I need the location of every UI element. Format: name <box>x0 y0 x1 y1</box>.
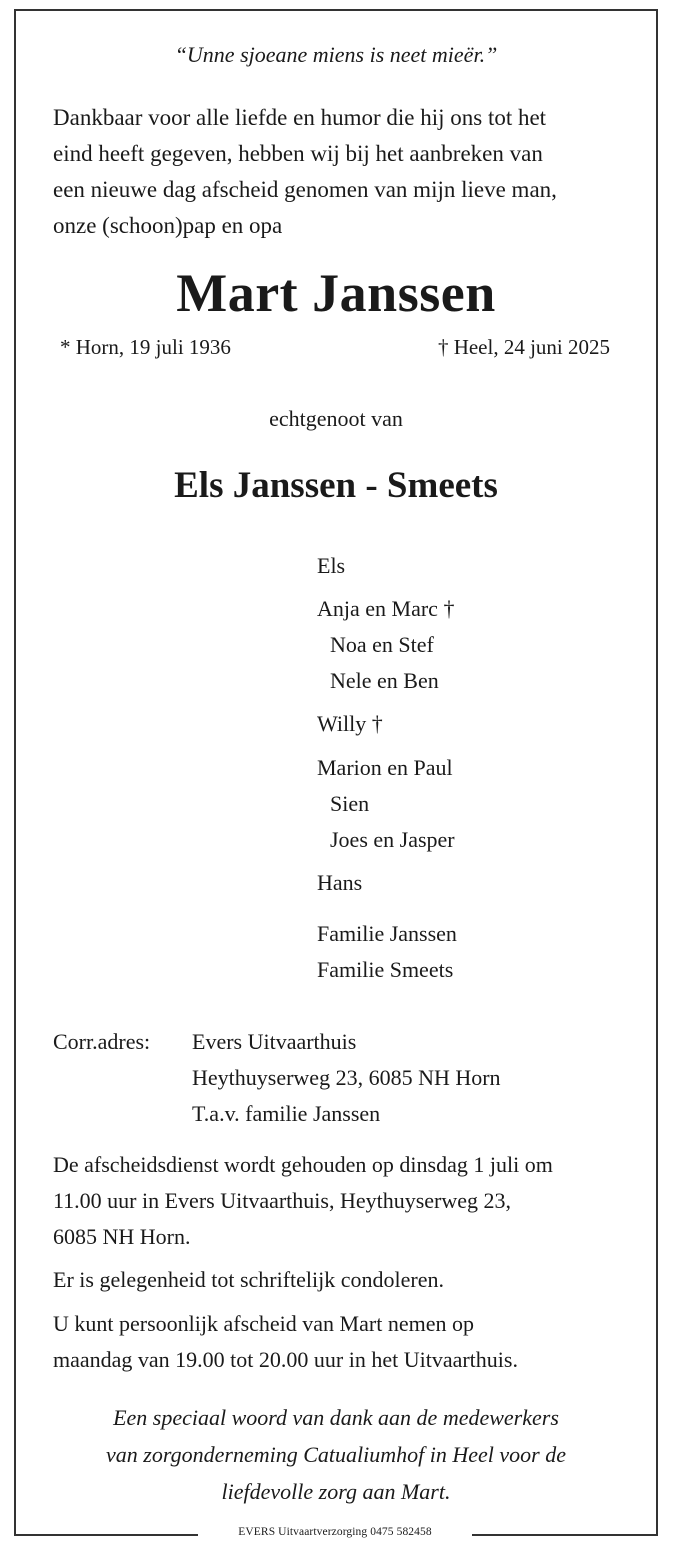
family-member: Nele en Ben <box>330 668 439 693</box>
family-member: Sien <box>330 791 370 816</box>
intro-line: Dankbaar voor alle liefde en humor die hij ons tot het <box>53 105 547 130</box>
family-member: Familie Janssen <box>317 921 457 946</box>
family-member: Familie Smeets <box>317 957 454 982</box>
spouse-name: Els Janssen - Smeets <box>174 465 498 506</box>
border-bottom-right <box>472 1534 658 1536</box>
spouse-intro: echtgenoot van <box>269 406 403 431</box>
footer-credit: EVERS Uitvaartverzorging 0475 582458 <box>238 1526 432 1538</box>
intro-text <box>53 100 633 244</box>
family-member: Noa en Stef <box>330 632 434 657</box>
service-line: 11.00 uur in Evers Uitvaarthuis, Heythuyserweg 23, <box>53 1188 512 1213</box>
border-bottom-left <box>14 1534 198 1536</box>
motto-quote: “Unne sjoeane miens is neet mieër.” <box>174 42 498 67</box>
birth-info: * Horn, 19 juli 1936 <box>60 335 231 359</box>
correspondence-line: Heythuyserweg 23, 6085 NH Horn <box>192 1065 501 1090</box>
service-line: 6085 NH Horn. <box>53 1224 191 1249</box>
visit-line: maandag van 19.00 tot 20.00 uur in het Uitvaarthuis. <box>53 1347 518 1372</box>
family-member: Els <box>317 553 346 578</box>
death-info: † Heel, 24 juni 2025 <box>437 335 610 359</box>
thanks-text <box>16 1399 656 1510</box>
thanks-line: Een speciaal woord van dank aan de medewerkers <box>113 1405 559 1430</box>
thanks-line: liefdevolle zorg aan Mart. <box>221 1479 451 1504</box>
service-line: De afscheidsdienst wordt gehouden op dinsdag 1 juli om <box>53 1152 553 1177</box>
intro-line: een nieuwe dag afscheid genomen van mijn lieve man, <box>53 177 557 202</box>
deceased-name: Mart Janssen <box>176 263 496 323</box>
intro-line: onze (schoon)pap en opa <box>53 213 283 238</box>
family-member: Hans <box>317 870 363 895</box>
visit-line: U kunt persoonlijk afscheid van Mart nemen op <box>53 1311 474 1336</box>
thanks-line: van zorgonderneming Catualiumhof in Heel voor de <box>106 1442 566 1467</box>
family-member: Anja en Marc † <box>317 596 455 621</box>
correspondence-label: Corr.adres: <box>53 1029 151 1054</box>
family-member: Willy † <box>317 711 383 736</box>
border-top <box>14 9 658 11</box>
condolence-text: Er is gelegenheid tot schriftelijk condoleren. <box>53 1267 444 1292</box>
border-left <box>14 9 16 1536</box>
border-right <box>656 9 658 1536</box>
correspondence-line: T.a.v. familie Janssen <box>192 1101 381 1126</box>
family-member: Joes en Jasper <box>330 827 455 852</box>
intro-line: eind heeft gegeven, hebben wij bij het aanbreken van <box>53 141 543 166</box>
family-member: Marion en Paul <box>317 755 453 780</box>
correspondence-line: Evers Uitvaarthuis <box>192 1029 357 1054</box>
